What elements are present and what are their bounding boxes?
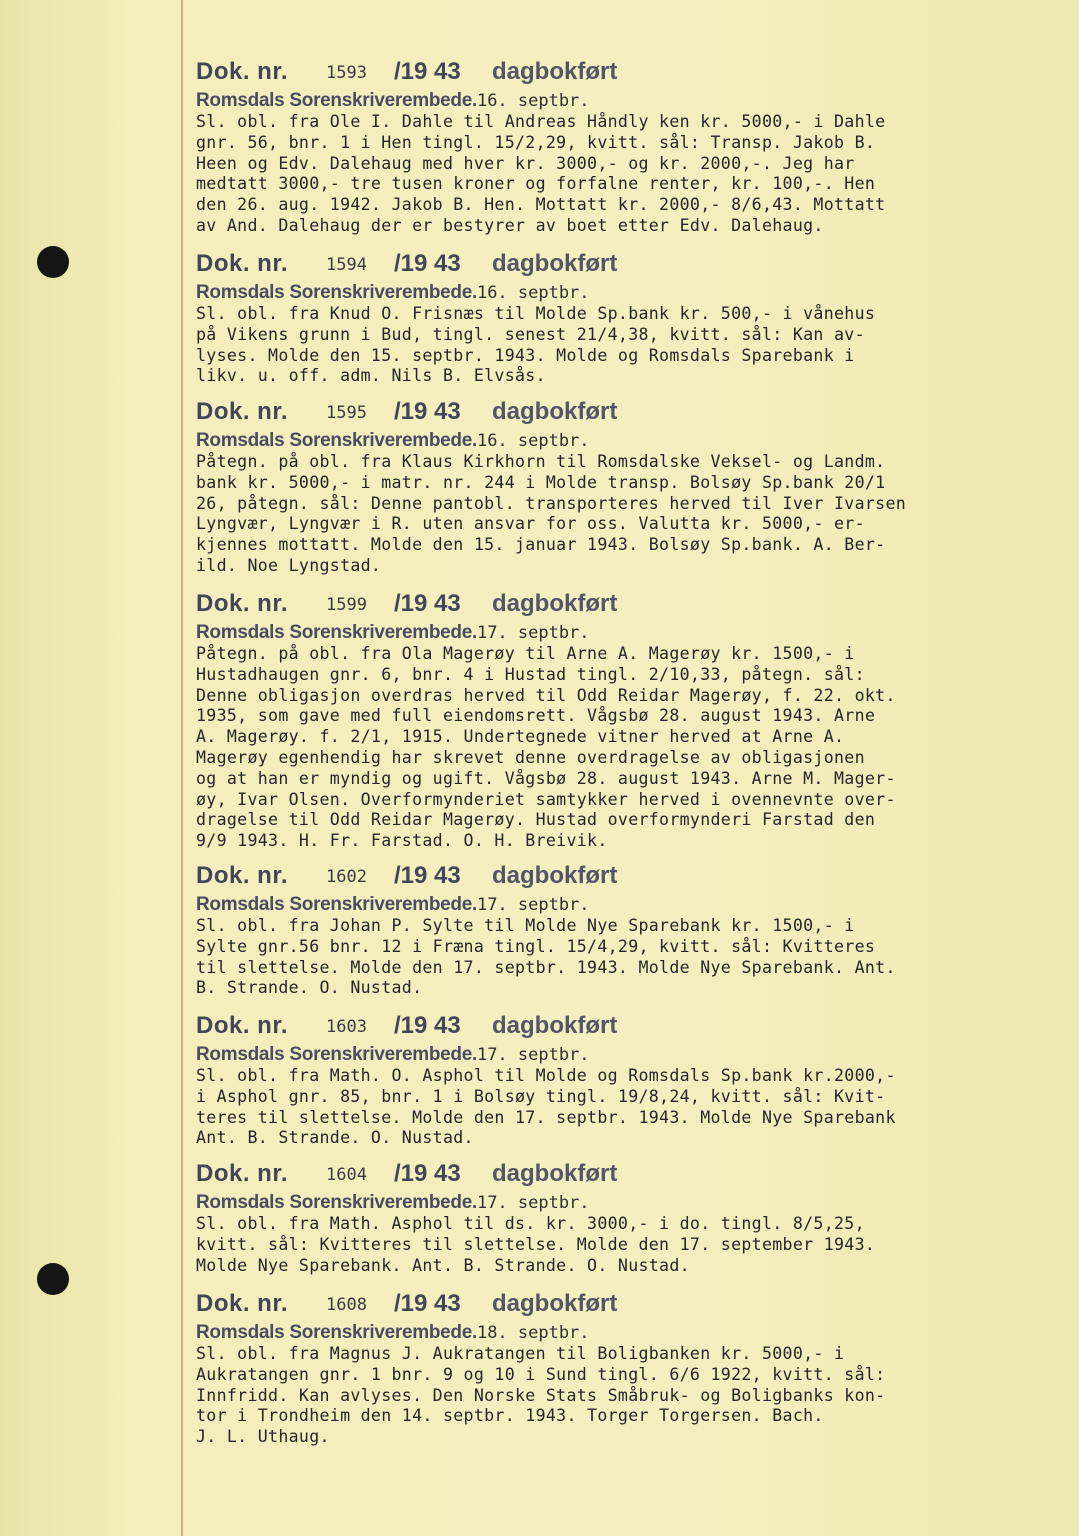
entry-office-line bbox=[196, 1044, 1058, 1066]
document-entry bbox=[196, 862, 1058, 999]
document-entry bbox=[196, 1290, 1058, 1448]
text-line: til slettelse. Molde den 17. septbr. 1943. Molde Nye Sparebank. Ant. bbox=[196, 957, 896, 977]
entry-header bbox=[196, 862, 1058, 894]
dagbokfort-stamp: dagbokført bbox=[492, 250, 618, 277]
text-line: gnr. 56, bnr. 1 i Hen tingl. 15/2,29, kvitt. sål: Transp. Jakob B. bbox=[196, 132, 876, 152]
text-line: A. Magerøy. f. 2/1, 1915. Undertegnede vitner herved at Arne A. bbox=[196, 727, 845, 747]
entry-text bbox=[196, 1066, 1058, 1149]
text-line: 9/9 1943. H. Fr. Farstad. O. H. Breivik. bbox=[196, 831, 608, 851]
dok-label: Dok. nr. bbox=[196, 250, 289, 277]
document-entry bbox=[196, 58, 1058, 237]
text-line: Hustadhaugen gnr. 6, bnr. 4 i Hustad tingl. 2/10,33, påtegn. sål: bbox=[196, 664, 865, 684]
entry-office-line bbox=[196, 282, 1058, 304]
document-number: 1604 bbox=[326, 1165, 367, 1185]
document-number: 1602 bbox=[326, 867, 367, 887]
entry-text bbox=[196, 644, 1058, 852]
document-entry bbox=[196, 590, 1058, 852]
text-line: på Vikens grunn i Bud, tingl. senest 21/4,38, kvitt. sål: Kan av- bbox=[196, 324, 865, 344]
text-line: tor i Trondheim den 14. septbr. 1943. Torger Torgersen. Bach. bbox=[196, 1406, 824, 1426]
text-line: Sl. obl. fra Math. Asphol til ds. kr. 3000,- i do. tingl. 8/5,25, bbox=[196, 1214, 865, 1233]
entry-text bbox=[196, 112, 1058, 237]
text-line: den 26. aug. 1942. Jakob B. Hen. Mottatt kr. 2000,- 8/6,43. Mottatt bbox=[196, 195, 886, 215]
text-line: Heen og Edv. Dalehaug med hver kr. 3000,- og kr. 2000,-. Jeg har bbox=[196, 153, 855, 173]
entry-header bbox=[196, 1012, 1058, 1044]
text-line: av And. Dalehaug der er bestyrer av boet etter Edv. Dalehaug. bbox=[196, 215, 824, 235]
entry-header bbox=[196, 250, 1058, 282]
entry-date: 16. septbr. bbox=[476, 283, 590, 303]
dagbokfort-stamp: dagbokført bbox=[492, 398, 618, 425]
year-stamp: /19 43 bbox=[394, 1290, 461, 1317]
entry-header bbox=[196, 1290, 1058, 1322]
entry-text bbox=[196, 452, 1058, 577]
text-line: 26, påtegn. sål: Denne pantobl. transporteres herved til Iver Ivarsen bbox=[196, 493, 907, 513]
dok-label: Dok. nr. bbox=[196, 862, 289, 889]
year-stamp: /19 43 bbox=[394, 1160, 461, 1187]
text-line: Sl. obl. fra Ole I. Dahle til Andreas Håndly ken kr. 5000,- i Dahle bbox=[196, 112, 886, 131]
office-stamp: Romsdals Sorenskriverembede. bbox=[196, 90, 477, 111]
text-line: Sl. obl. fra Math. O. Asphol til Molde og Romsdals Sp.bank kr.2000,- bbox=[196, 1066, 896, 1085]
text-line: kjennes mottatt. Molde den 15. januar 1943. Bolsøy Sp.bank. A. Ber- bbox=[196, 535, 886, 555]
text-line: øy, Ivar Olsen. Overformynderiet samtykker herved i ovennevnte over- bbox=[196, 789, 896, 809]
text-line: medtatt 3000,- tre tusen kroner og forfalne renter, kr. 100,-. Hen bbox=[196, 174, 876, 194]
text-line: Sl. obl. fra Knud O. Frisnæs til Molde Sp.bank kr. 500,- i vånehus bbox=[196, 304, 876, 323]
text-line: dragelse til Odd Reidar Magerøy. Hustad overformynderi Farstad den bbox=[196, 810, 876, 830]
text-line: Aukratangen gnr. 1 bnr. 9 og 10 i Sund tingl. 6/6 1922, kvitt. sål: bbox=[196, 1364, 886, 1384]
document-number: 1595 bbox=[326, 403, 367, 423]
entry-date: 16. septbr. bbox=[476, 91, 590, 111]
text-line: Påtegn. på obl. fra Klaus Kirkhorn til Romsdalske Veksel- og Landm. bbox=[196, 452, 886, 471]
entry-date: 17. septbr. bbox=[476, 623, 590, 643]
year-stamp: /19 43 bbox=[394, 58, 461, 85]
text-line: Sl. obl. fra Johan P. Sylte til Molde Nye Sparebank kr. 1500,- i bbox=[196, 916, 855, 935]
text-line: bank kr. 5000,- i matr. nr. 244 i Molde transp. Bolsøy Sp.bank 20/1 bbox=[196, 472, 886, 492]
entry-office-line bbox=[196, 1322, 1058, 1344]
office-stamp: Romsdals Sorenskriverembede. bbox=[196, 282, 477, 303]
document-entry bbox=[196, 398, 1058, 577]
document-number: 1594 bbox=[326, 255, 367, 275]
dagbokfort-stamp: dagbokført bbox=[492, 1012, 618, 1039]
office-stamp: Romsdals Sorenskriverembede. bbox=[196, 1044, 477, 1065]
document-entry bbox=[196, 1012, 1058, 1149]
text-line: J. L. Uthaug. bbox=[196, 1427, 330, 1447]
text-line: Innfridd. Kan avlyses. Den Norske Stats Småbruk- og Boligbanks kon- bbox=[196, 1385, 886, 1405]
punch-hole bbox=[37, 246, 69, 278]
entry-office-line bbox=[196, 894, 1058, 916]
text-line: 1935, som gave med full eiendomsrett. Vågsbø 28. august 1943. Arne bbox=[196, 706, 876, 726]
document-number: 1603 bbox=[326, 1017, 367, 1037]
office-stamp: Romsdals Sorenskriverembede. bbox=[196, 894, 477, 915]
entry-text bbox=[196, 1344, 1058, 1448]
dok-label: Dok. nr. bbox=[196, 398, 289, 425]
year-stamp: /19 43 bbox=[394, 862, 461, 889]
entry-date: 16. septbr. bbox=[476, 431, 590, 451]
year-stamp: /19 43 bbox=[394, 590, 461, 617]
entry-header bbox=[196, 1160, 1058, 1192]
text-line: ild. Noe Lyngstad. bbox=[196, 555, 382, 575]
document-number: 1593 bbox=[326, 63, 367, 83]
document-number: 1608 bbox=[326, 1295, 367, 1315]
dok-label: Dok. nr. bbox=[196, 58, 289, 85]
punch-hole bbox=[37, 1263, 69, 1295]
text-line: teres til slettelse. Molde den 17. septbr. 1943. Molde Nye Sparebank bbox=[196, 1107, 896, 1127]
dagbokfort-stamp: dagbokført bbox=[492, 1290, 618, 1317]
text-line: i Asphol gnr. 85, bnr. 1 i Bolsøy tingl. 19/8,24, kvitt. sål: Kvit- bbox=[196, 1086, 886, 1106]
text-line: Magerøy egenhendig har skrevet denne overdragelse av obligasjonen bbox=[196, 747, 865, 767]
year-stamp: /19 43 bbox=[394, 250, 461, 277]
margin-rule bbox=[181, 0, 183, 1536]
entry-date: 17. septbr. bbox=[476, 895, 590, 915]
text-line: Ant. B. Strande. O. Nustad. bbox=[196, 1128, 474, 1148]
dagbokfort-stamp: dagbokført bbox=[492, 1160, 618, 1187]
dagbokfort-stamp: dagbokført bbox=[492, 590, 618, 617]
entry-text bbox=[196, 1214, 1058, 1276]
office-stamp: Romsdals Sorenskriverembede. bbox=[196, 1322, 477, 1343]
office-stamp: Romsdals Sorenskriverembede. bbox=[196, 430, 477, 451]
text-line: Sl. obl. fra Magnus J. Aukratangen til Boligbanken kr. 5000,- i bbox=[196, 1344, 845, 1363]
entry-date: 17. septbr. bbox=[476, 1193, 590, 1213]
entry-header bbox=[196, 58, 1058, 90]
text-line: og at han er myndig og ugift. Vågsbø 28. august 1943. Arne M. Mager- bbox=[196, 768, 896, 788]
text-line: Påtegn. på obl. fra Ola Magerøy til Arne A. Magerøy kr. 1500,- i bbox=[196, 644, 855, 663]
document-entry bbox=[196, 1160, 1058, 1276]
entry-office-line bbox=[196, 1192, 1058, 1214]
entry-text bbox=[196, 916, 1058, 999]
text-line: Sylte gnr.56 bnr. 12 i Fræna tingl. 15/4,29, kvitt. sål: Kvitteres bbox=[196, 936, 876, 956]
text-line: Denne obligasjon overdras herved til Odd Reidar Magerøy, f. 22. okt. bbox=[196, 685, 896, 705]
office-stamp: Romsdals Sorenskriverembede. bbox=[196, 622, 477, 643]
document-number: 1599 bbox=[326, 595, 367, 615]
dok-label: Dok. nr. bbox=[196, 1290, 289, 1317]
entry-text bbox=[196, 304, 1058, 387]
text-line: likv. u. off. adm. Nils B. Elvsås. bbox=[196, 366, 546, 386]
dok-label: Dok. nr. bbox=[196, 1160, 289, 1187]
dagbokfort-stamp: dagbokført bbox=[492, 58, 618, 85]
entry-office-line bbox=[196, 430, 1058, 452]
year-stamp: /19 43 bbox=[394, 1012, 461, 1039]
entry-office-line bbox=[196, 622, 1058, 644]
entry-office-line bbox=[196, 90, 1058, 112]
year-stamp: /19 43 bbox=[394, 398, 461, 425]
text-line: Molde Nye Sparebank. Ant. B. Strande. O. Nustad. bbox=[196, 1255, 690, 1275]
dagbokfort-stamp: dagbokført bbox=[492, 862, 618, 889]
entry-header bbox=[196, 590, 1058, 622]
document-entry bbox=[196, 250, 1058, 387]
dok-label: Dok. nr. bbox=[196, 590, 289, 617]
text-line: B. Strande. O. Nustad. bbox=[196, 978, 423, 998]
dok-label: Dok. nr. bbox=[196, 1012, 289, 1039]
text-line: lyses. Molde den 15. septbr. 1943. Molde og Romsdals Sparebank i bbox=[196, 345, 855, 365]
office-stamp: Romsdals Sorenskriverembede. bbox=[196, 1192, 477, 1213]
text-line: kvitt. sål: Kvitteres til slettelse. Molde den 17. september 1943. bbox=[196, 1234, 876, 1254]
entry-header bbox=[196, 398, 1058, 430]
text-line: Lyngvær, Lyngvær i R. uten ansvar for oss. Valutta kr. 5000,- er- bbox=[196, 514, 865, 534]
entry-date: 18. septbr. bbox=[476, 1323, 590, 1343]
entry-date: 17. septbr. bbox=[476, 1045, 590, 1065]
